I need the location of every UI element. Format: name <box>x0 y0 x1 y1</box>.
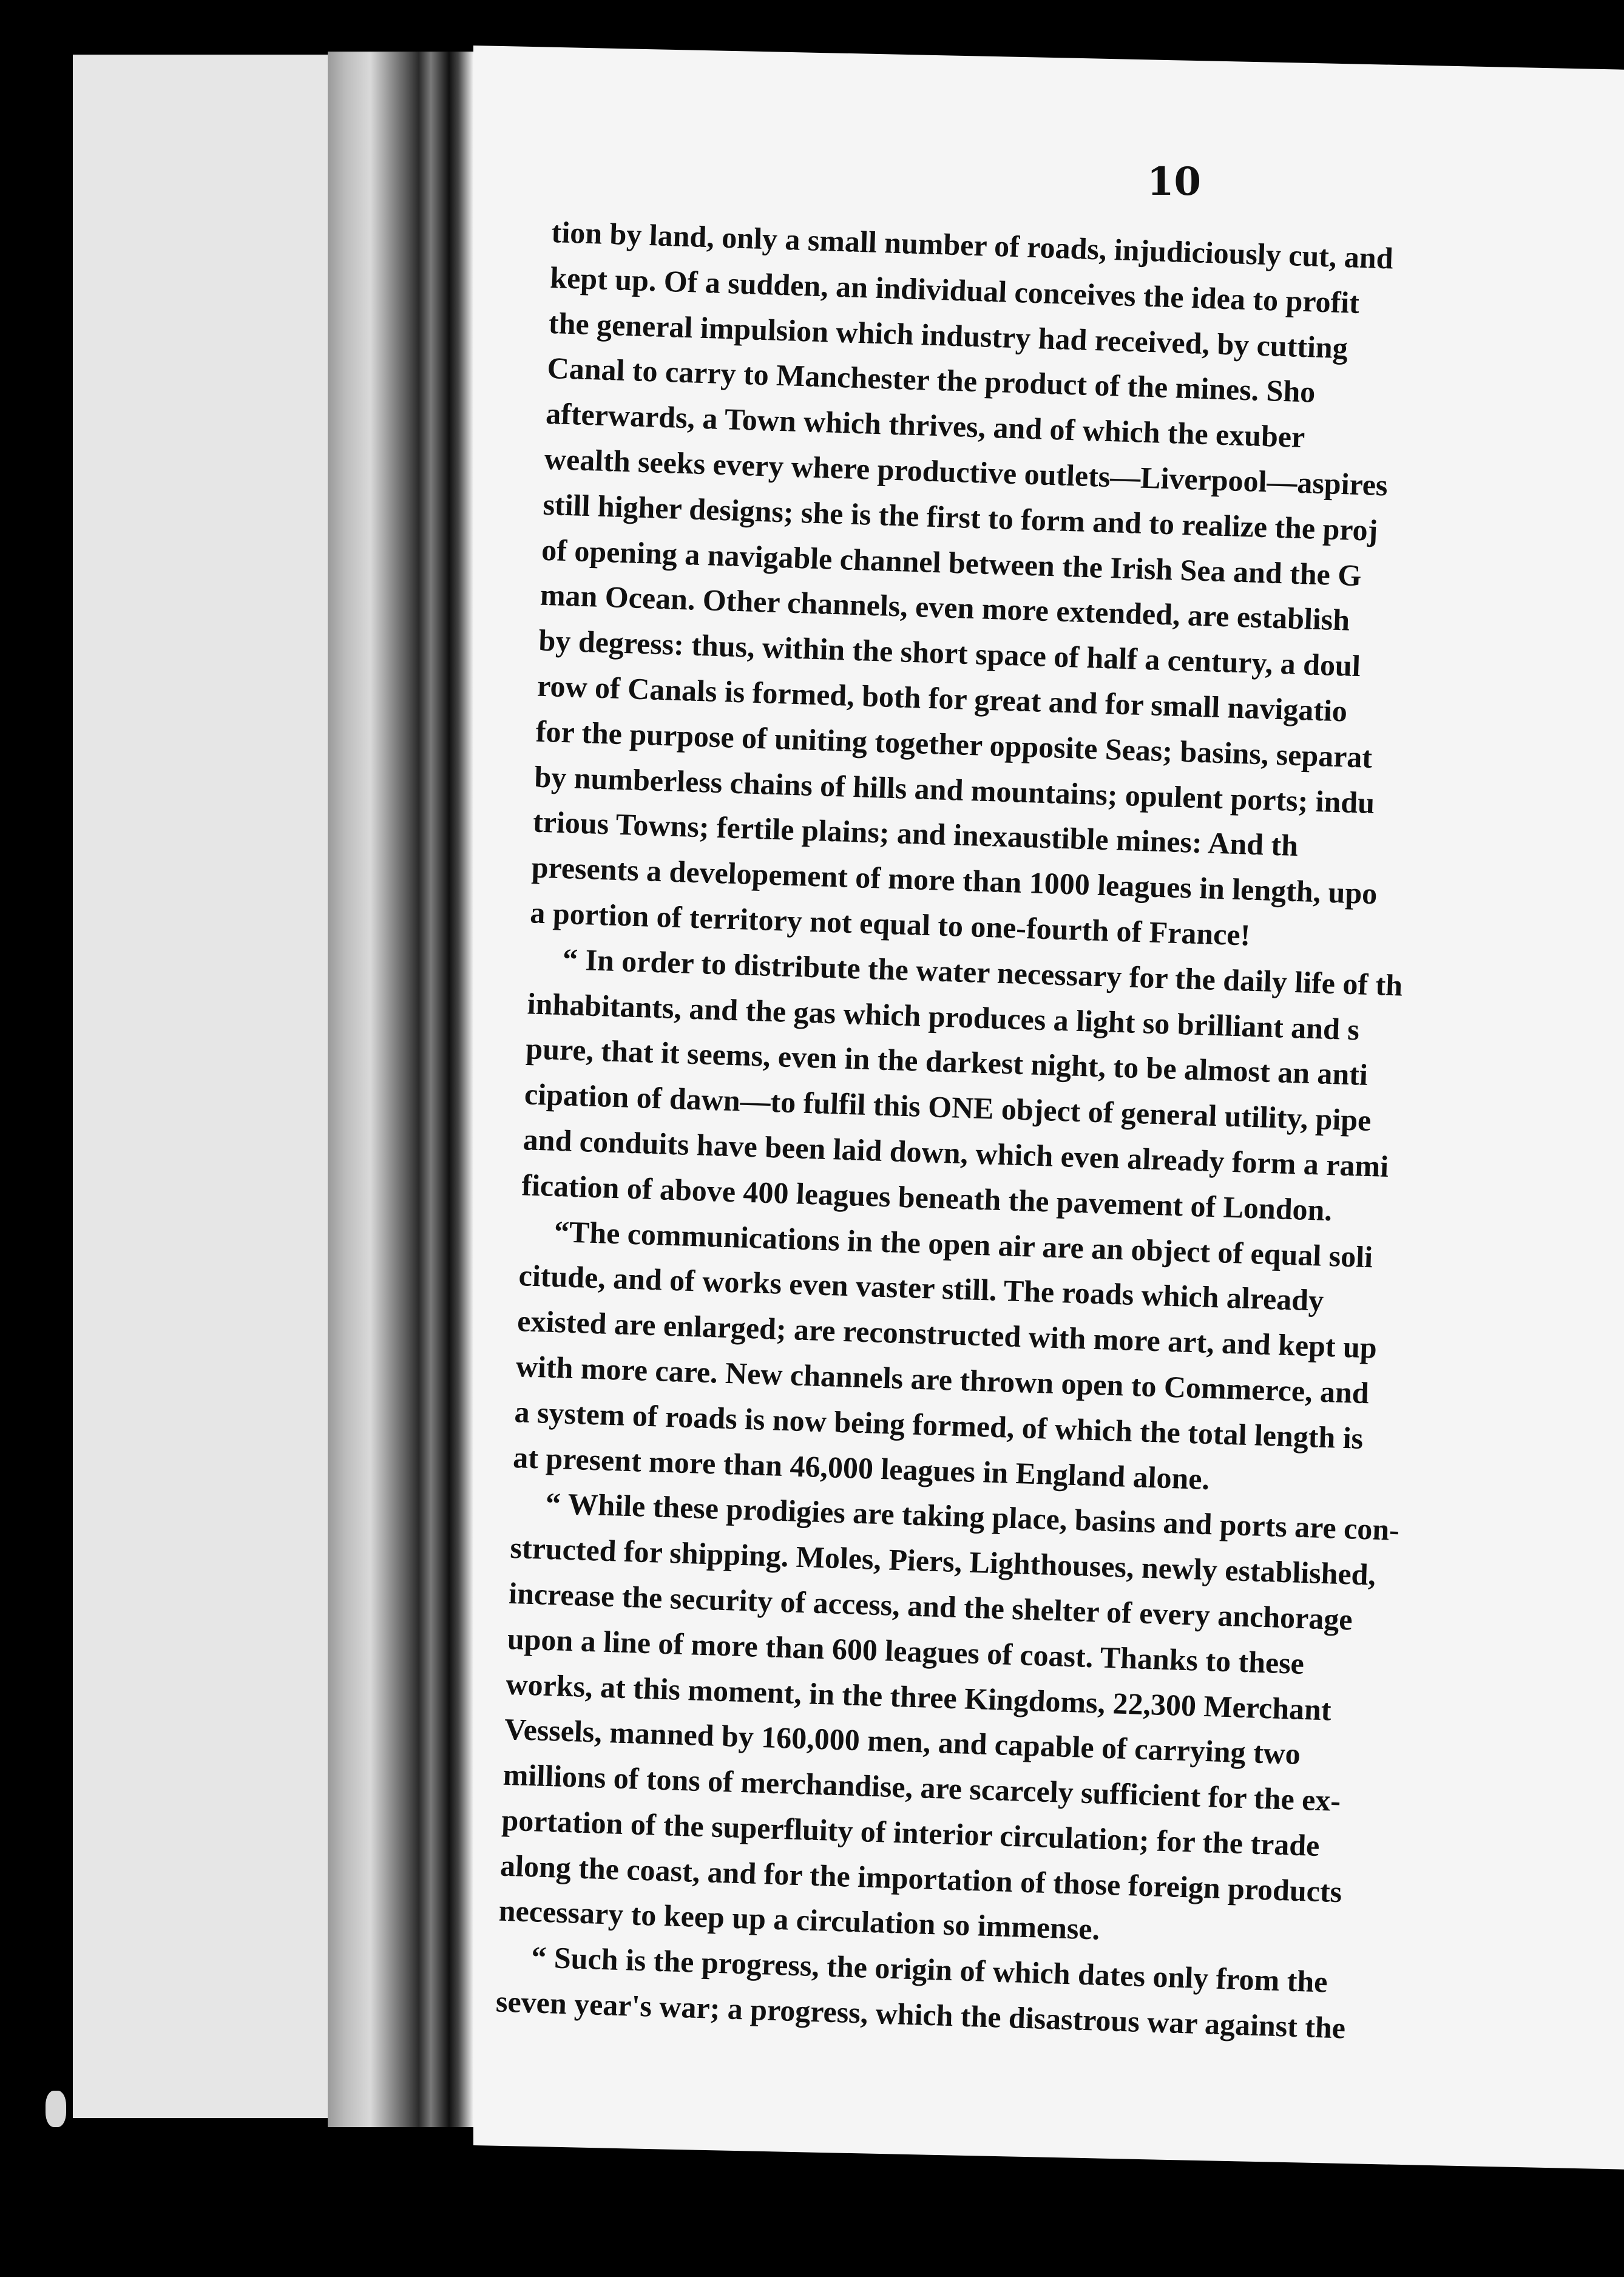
text-line: upon a line of more than 600 leagues of coast. Thanks to these <box>507 1621 1305 1680</box>
scan-speck <box>46 2091 66 2127</box>
text-line: citude, and of works even vaster still. The roads which already <box>518 1258 1324 1318</box>
text-line: by numberless chains of hills and mountains; opulent ports; indu <box>533 759 1375 820</box>
text-line: a portion of territory not equal to one-fourth of France! <box>529 895 1251 952</box>
text-line: necessary to keep up a circulation so immense. <box>498 1893 1100 1947</box>
page-body-text <box>495 209 1623 2058</box>
book-gutter <box>328 52 486 2127</box>
text-line: and conduits have been laid down, which even already form a rami <box>522 1122 1389 1183</box>
text-line: man Ocean. Other channels, even more extended, are establish <box>540 578 1350 637</box>
text-line: a system of roads is now being formed, of which the total length is <box>513 1394 1364 1455</box>
text-line: inhabitants, and the gas which produces a light so brilliant and s <box>527 986 1360 1046</box>
text-line: wealth seeks every where productive outlets—Liverpool—aspires <box>544 441 1389 502</box>
text-line: Canal to carry to Manchester the product of the mines. Sho <box>546 351 1316 410</box>
scan-artifact <box>1262 2148 1457 2173</box>
text-line: existed are enlarged; are reconstructed with more art, and kept up <box>516 1304 1378 1365</box>
text-line: portation of the superfluity of interior circulation; for the trade <box>501 1802 1321 1863</box>
text-line: millions of tons of merchandise, are scarcely sufficient for the ex- <box>502 1757 1341 1818</box>
text-line: Vessels, manned by 160,000 men, and capable of carrying two <box>504 1712 1301 1771</box>
text-line: pure, that it seems, even in the darkest night, to be almost an anti <box>525 1031 1369 1092</box>
text-line: “ In order to distribute the water necessary for the daily life of th <box>562 941 1403 1003</box>
text-line: tion by land, only a small number of roads, injudiciously cut, and <box>550 214 1394 276</box>
text-line: increase the security of access, and the shelter of every anchorage <box>508 1575 1353 1637</box>
text-line: works, at this moment, in the three Kingdoms, 22,300 Merchant <box>505 1666 1332 1727</box>
text-line: the general impulsion which industry had received, by cutting <box>548 305 1348 365</box>
text-line: with more care. New channels are thrown open to Commerce, and <box>515 1348 1370 1410</box>
page-number: 10 <box>1147 159 1202 205</box>
text-line: afterwards, a Town which thrives, and of which the exuber <box>545 396 1306 455</box>
text-line: structed for shipping. Moles, Piers, Lighthouses, newly established, <box>509 1531 1376 1592</box>
text-line: presents a developement of more than 1000 leagues in length, upo <box>531 850 1378 911</box>
text-line: fication of above 400 leagues beneath the pavement of London. <box>521 1167 1333 1227</box>
text-line: trious Towns; fertile plains; and inexaustible mines: And th <box>532 804 1299 863</box>
text-line: “ Such is the progress, the origin of which dates only from the <box>530 1940 1328 1999</box>
text-line: “ While these prodigies are taking place, basins and ports are con- <box>545 1486 1400 1548</box>
text-line: at present more than 46,000 leagues in England alone. <box>512 1440 1210 1496</box>
text-line: still higher designs; she is the first to form and to realize the proj <box>542 487 1379 547</box>
text-line: of opening a navigable channel between the Irish Sea and the G <box>541 532 1362 592</box>
text-line: for the purpose of uniting together opposite Seas; basins, separat <box>535 714 1373 774</box>
text-line: “The communications in the open air are an object of equal soli <box>553 1214 1373 1274</box>
text-line: by degress: thus, within the short space of half a century, a doul <box>538 623 1361 683</box>
text-line: cipation of dawn—to fulfil this ONE object of general utility, pipe <box>524 1077 1372 1138</box>
text-line: kept up. Of a sudden, an individual conceives the idea to profit <box>549 260 1360 320</box>
text-line: seven year's war; a progress, which the disastrous war against the <box>495 1984 1346 2045</box>
text-line: along the coast, and for the importation of those foreign products <box>499 1848 1342 1909</box>
text-line: row of Canals is formed, both for great and for small navigatio <box>536 668 1348 728</box>
